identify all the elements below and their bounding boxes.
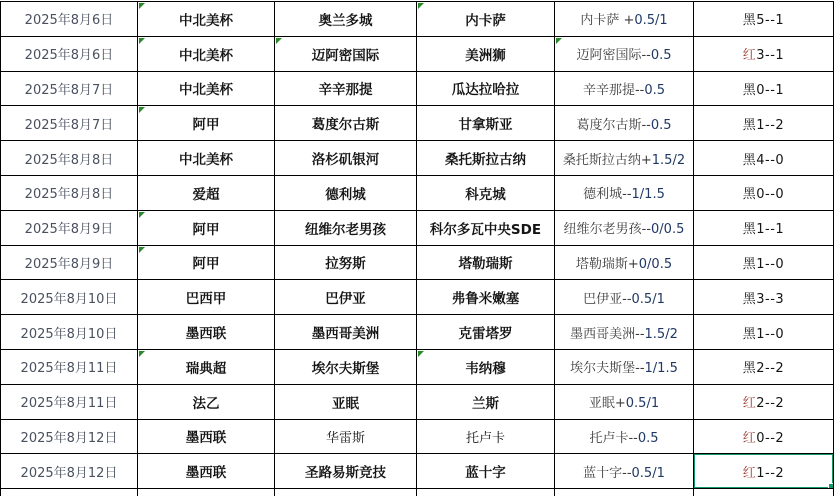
league-cell[interactable] bbox=[138, 141, 275, 176]
handicap-team-label: 内卡萨 + bbox=[580, 13, 635, 29]
handicap-line-value: 0.5/1 bbox=[631, 291, 665, 307]
table-row bbox=[1, 280, 834, 315]
error-triangle-icon bbox=[418, 3, 424, 9]
date-cell[interactable]: 2025年8月7日 bbox=[1, 106, 138, 141]
away-team-cell[interactable] bbox=[417, 419, 555, 454]
league-cell[interactable] bbox=[138, 2, 275, 37]
home-team-label: 巴伊亚 bbox=[325, 291, 366, 308]
home-team-cell[interactable] bbox=[275, 315, 417, 350]
handicap-team-label: 托卢卡-- bbox=[589, 430, 638, 446]
handicap-line-value: 1/1.5 bbox=[644, 361, 678, 377]
league-cell[interactable] bbox=[138, 36, 275, 71]
error-triangle-icon bbox=[276, 38, 282, 44]
date-cell[interactable]: 2025年8月11日 bbox=[1, 349, 138, 384]
handicap-team-label: 蓝十字-- bbox=[583, 465, 632, 481]
league-label: 爱超 bbox=[192, 186, 220, 203]
away-team-label: 兰斯 bbox=[472, 395, 499, 412]
date-cell[interactable]: 2025年8月6日 bbox=[1, 2, 138, 37]
league-cell[interactable] bbox=[138, 454, 275, 489]
result-flag-label: 黑 bbox=[742, 222, 757, 238]
home-team-label: 葛度尔古斯 bbox=[311, 117, 380, 134]
league-label: 巴西甲 bbox=[185, 291, 227, 308]
error-triangle-icon bbox=[139, 107, 145, 113]
league-cell[interactable] bbox=[138, 384, 275, 419]
handicap-team-label: 墨西哥美洲-- bbox=[570, 326, 645, 342]
handicap-line-value: 0.5/1 bbox=[634, 13, 668, 29]
handicap-line-value: 0.5 bbox=[644, 82, 666, 98]
home-team-label: 亚眠 bbox=[332, 395, 359, 412]
result-flag-label: 黑 bbox=[742, 291, 757, 307]
result-flag-label: 红 bbox=[742, 396, 757, 412]
table-row bbox=[1, 419, 834, 454]
away-team-label: 弗鲁米嫩塞 bbox=[451, 291, 520, 308]
table-row bbox=[1, 71, 834, 106]
handicap-line-value: 1/1.5 bbox=[631, 187, 665, 203]
table-row bbox=[1, 210, 834, 245]
handicap-cell[interactable] bbox=[555, 349, 694, 384]
away-team-label: 科克城 bbox=[465, 186, 506, 203]
table-row bbox=[1, 2, 834, 37]
error-triangle-icon bbox=[139, 247, 145, 253]
result-cell[interactable] bbox=[694, 106, 834, 141]
result-flag-label: 红 bbox=[742, 430, 757, 446]
home-team-label: 拉努斯 bbox=[325, 256, 366, 273]
table-row bbox=[1, 175, 834, 210]
handicap-cell[interactable] bbox=[555, 2, 694, 37]
result-flag-label: 黑 bbox=[742, 187, 757, 203]
date-cell[interactable]: 2025年8月8日 bbox=[1, 175, 138, 210]
home-team-label: 德利城 bbox=[325, 186, 366, 203]
league-cell[interactable] bbox=[138, 280, 275, 315]
handicap-cell[interactable] bbox=[555, 245, 694, 280]
home-team-cell[interactable] bbox=[275, 71, 417, 106]
handicap-cell[interactable] bbox=[555, 106, 694, 141]
error-triangle-icon bbox=[139, 212, 145, 218]
handicap-team-label: 纽维尔老男孩-- bbox=[563, 222, 652, 238]
result-flag-label: 黑 bbox=[742, 82, 757, 98]
handicap-team-label: 塔勒瑞斯+ bbox=[575, 256, 639, 272]
result-score-label: 4--0 bbox=[756, 152, 785, 168]
fill-handle[interactable] bbox=[828, 483, 834, 489]
handicap-cell[interactable] bbox=[555, 141, 694, 176]
away-team-cell[interactable] bbox=[417, 175, 555, 210]
table-row bbox=[1, 245, 834, 280]
league-label: 墨西联 bbox=[185, 326, 227, 343]
handicap-cell[interactable] bbox=[555, 36, 694, 71]
league-label: 法乙 bbox=[192, 395, 220, 412]
empty-cell[interactable] bbox=[138, 489, 275, 496]
handicap-team-label: 辛辛那提-- bbox=[582, 82, 645, 98]
date-cell[interactable]: 2025年8月7日 bbox=[1, 71, 138, 106]
date-cell[interactable]: 2025年8月11日 bbox=[1, 384, 138, 419]
handicap-line-value: 0.5 bbox=[650, 117, 672, 133]
home-team-cell[interactable] bbox=[275, 106, 417, 141]
result-score-label: 3--1 bbox=[756, 48, 785, 64]
home-team-label: 迈阿密国际 bbox=[311, 47, 380, 64]
away-team-cell[interactable] bbox=[417, 280, 555, 315]
date-cell[interactable]: 2025年8月12日 bbox=[1, 454, 138, 489]
away-team-label: 甘拿斯亚 bbox=[458, 117, 513, 134]
home-team-label: 埃尔夫斯堡 bbox=[311, 360, 380, 377]
handicap-line-value: 0/0.5 bbox=[651, 222, 685, 238]
handicap-cell[interactable] bbox=[555, 175, 694, 210]
league-cell[interactable] bbox=[138, 71, 275, 106]
date-cell[interactable]: 2025年8月10日 bbox=[1, 315, 138, 350]
handicap-team-label: 桑托斯拉古纳+ bbox=[562, 152, 652, 168]
result-cell[interactable] bbox=[694, 175, 834, 210]
handicap-cell[interactable] bbox=[555, 71, 694, 106]
result-score-label: 2--2 bbox=[756, 396, 785, 412]
empty-cell[interactable] bbox=[555, 489, 694, 496]
home-team-cell[interactable] bbox=[275, 454, 417, 489]
away-team-label: 美洲狮 bbox=[465, 47, 506, 64]
away-team-label: 瓜达拉哈拉 bbox=[451, 82, 520, 99]
league-label: 阿甲 bbox=[192, 117, 220, 134]
result-flag-label: 黑 bbox=[742, 13, 757, 29]
league-label: 墨西联 bbox=[185, 465, 227, 482]
match-table bbox=[0, 1, 834, 496]
league-cell[interactable] bbox=[138, 419, 275, 454]
result-score-label: 1--2 bbox=[756, 465, 785, 481]
away-team-cell[interactable] bbox=[417, 141, 555, 176]
date-cell[interactable]: 2025年8月8日 bbox=[1, 141, 138, 176]
result-flag-label: 红 bbox=[742, 465, 757, 481]
away-team-label: 桑托斯拉古纳 bbox=[445, 152, 526, 169]
table-row bbox=[1, 384, 834, 419]
away-team-cell[interactable] bbox=[417, 2, 555, 37]
handicap-line-value: 0.5/1 bbox=[631, 465, 665, 481]
away-team-cell[interactable] bbox=[417, 349, 555, 384]
result-score-label: 2--2 bbox=[756, 361, 785, 377]
result-cell[interactable] bbox=[694, 315, 834, 350]
result-score-label: 3--3 bbox=[756, 291, 785, 307]
away-team-cell[interactable] bbox=[417, 245, 555, 280]
table-row bbox=[1, 489, 834, 496]
handicap-line-value: 1.5/2 bbox=[651, 152, 686, 168]
handicap-cell[interactable] bbox=[555, 454, 694, 489]
result-cell[interactable] bbox=[694, 36, 834, 71]
date-cell[interactable]: 2025年8月6日 bbox=[1, 36, 138, 71]
result-score-label: 0--2 bbox=[756, 430, 785, 446]
league-label: 阿甲 bbox=[192, 256, 220, 273]
away-team-cell[interactable] bbox=[417, 210, 555, 245]
home-team-label: 洛杉矶银河 bbox=[311, 152, 380, 169]
error-triangle-icon bbox=[139, 351, 145, 357]
table-row bbox=[1, 454, 834, 489]
result-flag-label: 黑 bbox=[742, 326, 757, 342]
league-cell[interactable] bbox=[138, 175, 275, 210]
result-cell[interactable] bbox=[694, 71, 834, 106]
home-team-label: 华雷斯 bbox=[325, 430, 365, 446]
league-cell[interactable] bbox=[138, 210, 275, 245]
home-team-cell[interactable] bbox=[275, 175, 417, 210]
home-team-cell[interactable] bbox=[275, 2, 417, 37]
error-triangle-icon bbox=[418, 351, 424, 357]
home-team-label: 辛辛那提 bbox=[318, 82, 373, 99]
result-flag-label: 红 bbox=[742, 48, 757, 64]
result-score-label: 1--1 bbox=[756, 222, 785, 238]
home-team-cell[interactable] bbox=[275, 210, 417, 245]
handicap-team-label: 巴伊亚-- bbox=[583, 291, 632, 307]
league-label: 墨西联 bbox=[185, 430, 227, 447]
result-cell[interactable] bbox=[694, 280, 834, 315]
handicap-team-label: 埃尔夫斯堡-- bbox=[570, 361, 645, 377]
handicap-cell[interactable] bbox=[555, 315, 694, 350]
result-cell[interactable] bbox=[694, 245, 834, 280]
result-flag-label: 黑 bbox=[742, 152, 757, 168]
league-cell[interactable] bbox=[138, 245, 275, 280]
error-triangle-icon bbox=[139, 3, 145, 9]
home-team-label: 墨西哥美洲 bbox=[311, 326, 380, 343]
home-team-label: 圣路易斯竞技 bbox=[305, 465, 386, 482]
result-flag-label: 黑 bbox=[742, 256, 757, 272]
empty-cell[interactable] bbox=[1, 489, 138, 496]
result-score-label: 5--1 bbox=[756, 13, 785, 29]
home-team-cell[interactable] bbox=[275, 280, 417, 315]
away-team-label: 韦纳穆 bbox=[465, 360, 506, 377]
empty-cell[interactable] bbox=[417, 489, 555, 496]
handicap-line-value: 0.5/1 bbox=[625, 396, 660, 412]
handicap-cell[interactable] bbox=[555, 419, 694, 454]
result-flag-label: 黑 bbox=[742, 361, 757, 377]
result-cell[interactable] bbox=[694, 210, 834, 245]
result-cell[interactable] bbox=[694, 141, 834, 176]
away-team-label: 科尔多瓦中央SDE bbox=[429, 221, 542, 238]
table-row bbox=[1, 315, 834, 350]
away-team-cell[interactable] bbox=[417, 36, 555, 71]
handicap-line-value: 0.5 bbox=[650, 48, 672, 64]
match-table-body bbox=[1, 2, 834, 496]
league-cell[interactable] bbox=[138, 315, 275, 350]
league-label: 中北美杯 bbox=[179, 47, 233, 64]
handicap-cell[interactable] bbox=[555, 210, 694, 245]
result-cell[interactable] bbox=[694, 2, 834, 37]
league-label: 瑞典超 bbox=[185, 360, 227, 377]
error-triangle-icon bbox=[556, 38, 562, 44]
result-cell[interactable] bbox=[694, 419, 834, 454]
league-label: 中北美杯 bbox=[179, 12, 233, 29]
home-team-cell[interactable] bbox=[275, 419, 417, 454]
away-team-label: 塔勒瑞斯 bbox=[458, 256, 513, 273]
handicap-team-label: 亚眠+ bbox=[588, 396, 626, 412]
away-team-cell[interactable] bbox=[417, 71, 555, 106]
result-flag-label: 黑 bbox=[742, 117, 757, 133]
table-row bbox=[1, 106, 834, 141]
home-team-cell[interactable] bbox=[275, 36, 417, 71]
league-cell[interactable] bbox=[138, 106, 275, 141]
table-row bbox=[1, 36, 834, 71]
away-team-cell[interactable] bbox=[417, 315, 555, 350]
handicap-line-value: 0.5 bbox=[637, 430, 659, 446]
date-cell[interactable]: 2025年8月9日 bbox=[1, 210, 138, 245]
result-cell[interactable] bbox=[694, 349, 834, 384]
result-cell[interactable] bbox=[694, 384, 834, 419]
home-team-label: 奥兰多城 bbox=[318, 12, 373, 29]
away-team-label: 托卢卡 bbox=[465, 430, 505, 446]
away-team-cell[interactable] bbox=[417, 106, 555, 141]
date-cell[interactable]: 2025年8月12日 bbox=[1, 419, 138, 454]
result-score-label: 1--0 bbox=[756, 326, 785, 342]
result-score-label: 1--0 bbox=[756, 256, 785, 272]
handicap-cell[interactable] bbox=[555, 384, 694, 419]
table-row bbox=[1, 349, 834, 384]
result-score-label: 0--0 bbox=[756, 187, 785, 203]
date-cell[interactable]: 2025年8月9日 bbox=[1, 245, 138, 280]
handicap-team-label: 迈阿密国际-- bbox=[576, 48, 651, 64]
away-team-label: 克雷塔罗 bbox=[458, 326, 513, 343]
home-team-label: 纽维尔老男孩 bbox=[305, 221, 386, 238]
league-cell[interactable] bbox=[138, 349, 275, 384]
error-triangle-icon bbox=[139, 38, 145, 44]
handicap-line-value: 0/0.5 bbox=[638, 256, 673, 272]
result-score-label: 1--2 bbox=[756, 117, 785, 133]
date-cell[interactable]: 2025年8月10日 bbox=[1, 280, 138, 315]
result-score-label: 0--1 bbox=[756, 82, 785, 98]
home-team-cell[interactable] bbox=[275, 384, 417, 419]
handicap-team-label: 德利城-- bbox=[583, 187, 632, 203]
handicap-cell[interactable] bbox=[555, 280, 694, 315]
home-team-cell[interactable] bbox=[275, 349, 417, 384]
home-team-cell[interactable] bbox=[275, 245, 417, 280]
away-team-cell[interactable] bbox=[417, 454, 555, 489]
result-cell[interactable] bbox=[694, 454, 834, 489]
away-team-label: 内卡萨 bbox=[465, 12, 506, 29]
league-label: 中北美杯 bbox=[179, 82, 233, 99]
away-team-label: 蓝十字 bbox=[465, 465, 506, 482]
empty-cell[interactable] bbox=[275, 489, 417, 496]
league-label: 中北美杯 bbox=[179, 152, 233, 169]
away-team-cell[interactable] bbox=[417, 384, 555, 419]
handicap-line-value: 1.5/2 bbox=[644, 326, 678, 342]
home-team-cell[interactable] bbox=[275, 141, 417, 176]
league-label: 阿甲 bbox=[192, 221, 220, 238]
handicap-team-label: 葛度尔古斯-- bbox=[576, 117, 651, 133]
table-row bbox=[1, 141, 834, 176]
empty-cell[interactable] bbox=[694, 489, 834, 496]
